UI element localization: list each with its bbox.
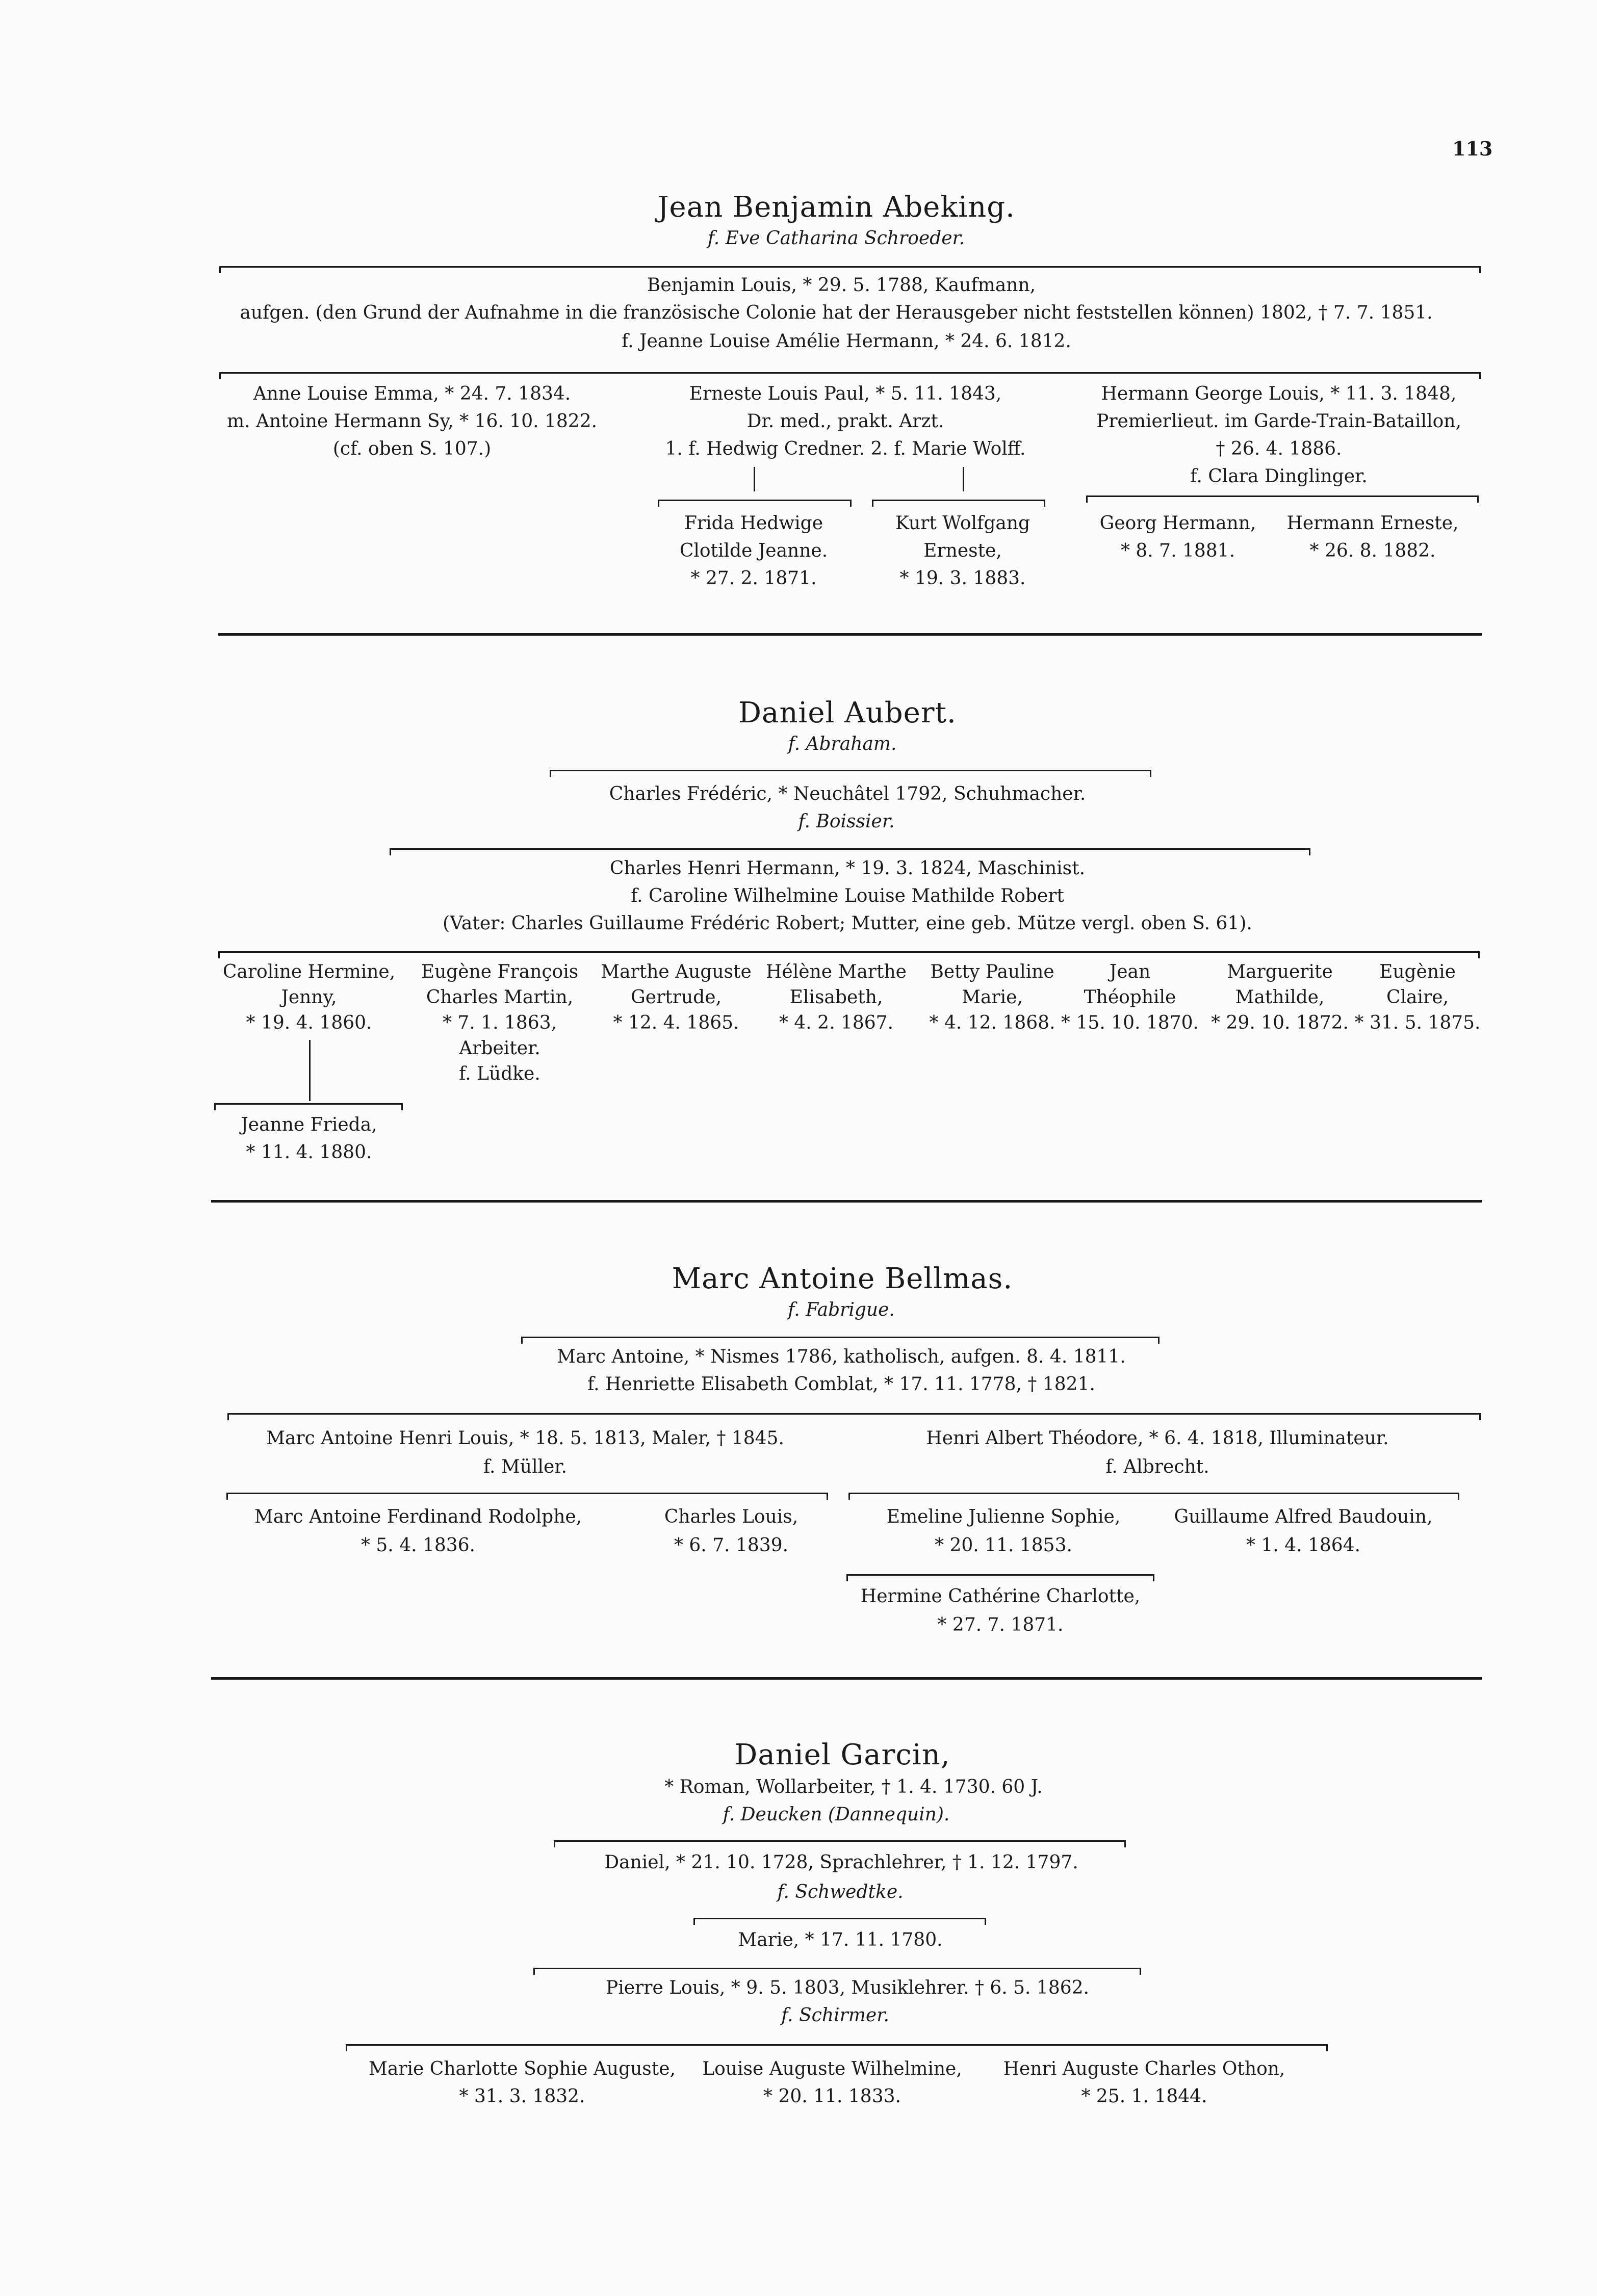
bracket-line	[846, 1574, 1154, 1576]
child-entry-helene: Hélène Marthe Elisabeth, * 4. 2. 1867.	[766, 961, 907, 1033]
gen4-entry-charles-louis: Charles Louis, * 6. 7. 1839.	[664, 1506, 798, 1556]
gen4-entry-emeline: Emeline Julienne Sophie, * 20. 11. 1853.	[886, 1506, 1121, 1556]
gen2-line1: Benjamin Louis, * 29. 5. 1788, Kaufmann,	[647, 275, 1036, 296]
gen3-entry-anne: Anne Louise Emma, * 24. 7. 1834. m. Antoine Hermann Sy, * 16. 10. 1822. (cf. oben S. 107.)	[226, 383, 598, 459]
bracket-line	[521, 1337, 1160, 1338]
gen2-spouse: f. Jeanne Louise Amélie Hermann, * 24. 6. 1812.	[622, 331, 1071, 352]
grandchild-entry-jeanne: Jeanne Frieda, * 11. 4. 1880.	[241, 1114, 377, 1163]
bracket-line	[554, 1840, 1126, 1842]
gen4-line1: Pierre Louis, * 9. 5. 1803, Musiklehrer. † 6. 5. 1862.	[606, 1977, 1089, 1998]
child-entry-henri-auguste: Henri Auguste Charles Othon, * 25. 1. 1844.	[1003, 2058, 1285, 2107]
gen4-entry-georg: Georg Hermann, * 8. 7. 1881.	[1099, 513, 1256, 561]
gen5-entry-hermine: Hermine Cathérine Charlotte, * 27. 7. 1871.	[860, 1586, 1141, 1635]
bracket-line	[693, 1918, 986, 1919]
bracket-line	[219, 372, 1481, 374]
family-head-spouse: f. Deucken (Dannequin).	[723, 1804, 950, 1825]
bracket-line	[533, 1968, 1141, 1969]
section-divider	[211, 1200, 1482, 1203]
section-divider	[211, 1677, 1482, 1680]
family-head-spouse: f. Fabrigue.	[788, 1299, 895, 1320]
bracket-line	[227, 1413, 1481, 1415]
bracket-line	[848, 1493, 1459, 1494]
descent-line	[963, 467, 964, 491]
bracket-line	[219, 266, 1481, 268]
bracket-line	[218, 951, 1480, 953]
child-entry-louise-auguste: Louise Auguste Wilhelmine, * 20. 11. 1833.	[702, 2058, 962, 2107]
page-number: 113	[1452, 137, 1493, 160]
bracket-line	[872, 500, 1045, 501]
bracket-line	[346, 2044, 1328, 2046]
gen3-entry-erneste: Erneste Louis Paul, * 5. 11. 1843, Dr. med., prakt. Arzt. 1. f. Hedwig Credner. 2. f. Marie Wolff.	[665, 383, 1026, 459]
gen4-entry-marc-antoine-ferdinand: Marc Antoine Ferdinand Rodolphe, * 5. 4. 1836.	[254, 1506, 582, 1556]
gen4-spouse: f. Schirmer.	[781, 2005, 889, 2026]
gen3-spouse: f. Caroline Wilhelmine Louise Mathilde Robert	[631, 885, 1064, 906]
family-head-spouse: f. Abraham.	[788, 734, 897, 754]
gen3-line1: Marie, * 17. 11. 1780.	[738, 1929, 943, 1950]
bracket-line	[390, 848, 1310, 850]
gen3-line1: Charles Henri Hermann, * 19. 3. 1824, Maschinist.	[609, 858, 1086, 879]
gen3-entry-henri-albert: Henri Albert Théodore, * 6. 4. 1818, Illuminateur. f. Albrecht.	[926, 1428, 1389, 1477]
child-entry-eugenie: Eugènie Claire, * 31. 5. 1875.	[1354, 961, 1481, 1033]
child-entry-eugene: Eugène François Charles Martin, * 7. 1. 1863, Arbeiter. f. Lüdke.	[421, 961, 579, 1084]
gen4-entry-kurt: Kurt Wolfgang Erneste, * 19. 3. 1883.	[895, 513, 1031, 589]
gen2-line1: Daniel, * 21. 10. 1728, Sprachlehrer, † 1. 12. 1797.	[604, 1852, 1078, 1873]
gen4-entry-frida: Frida Hedwige Clotilde Jeanne. * 27. 2. 1871.	[679, 513, 828, 589]
section-divider	[218, 633, 1482, 636]
gen2-line2: aufgen. (den Grund der Aufnahme in die französische Colonie hat der Herausgeber nicht feststellen können) 1802, † 7. 7. 1851.	[240, 302, 1433, 323]
gen2-line1: Marc Antoine, * Nismes 1786, katholisch, aufgen. 8. 4. 1811.	[557, 1346, 1126, 1367]
child-entry-marguerite: Marguerite Mathilde, * 29. 10. 1872.	[1211, 961, 1349, 1033]
gen2-spouse: f. Schwedtke.	[777, 1882, 904, 1902]
bracket-line	[226, 1493, 828, 1494]
bracket-line	[214, 1103, 403, 1105]
child-entry-marthe: Marthe Auguste Gertrude, * 12. 4. 1865.	[601, 961, 752, 1033]
descent-line	[309, 1040, 311, 1101]
child-entry-jean: Jean Théophile * 15. 10. 1870.	[1061, 961, 1199, 1033]
child-entry-betty: Betty Pauline Marie, * 4. 12. 1868.	[929, 961, 1055, 1033]
gen2-line1: Charles Frédéric, * Neuchâtel 1792, Schuhmacher.	[609, 784, 1086, 804]
gen4-entry-guillaume: Guillaume Alfred Baudouin, * 1. 4. 1864.	[1174, 1506, 1433, 1556]
child-entry-caroline: Caroline Hermine, Jenny, * 19. 4. 1860.	[222, 961, 396, 1033]
family-head-line1: * Roman, Wollarbeiter, † 1. 4. 1730. 60 J.	[664, 1777, 1043, 1797]
bracket-line	[658, 500, 852, 501]
family-head-aubert: Daniel Aubert.	[738, 696, 957, 729]
family-head-garcin: Daniel Garcin,	[734, 1738, 950, 1771]
bracket-line	[1086, 495, 1479, 497]
descent-line	[754, 467, 755, 491]
gen2-spouse: f. Henriette Elisabeth Comblat, * 17. 11. 1778, † 1821.	[587, 1374, 1095, 1395]
family-head-bellmas: Marc Antoine Bellmas.	[672, 1262, 1013, 1295]
bracket-line	[550, 770, 1151, 771]
gen2-spouse: f. Boissier.	[798, 811, 895, 832]
gen3-entry-marc-antoine-henri: Marc Antoine Henri Louis, * 18. 5. 1813, Maler, † 1845. f. Müller.	[266, 1428, 784, 1477]
gen3-entry-hermann: Hermann George Louis, * 11. 3. 1848, Premierlieut. im Garde-Train-Bataillon, † 26. 4. 1886. f. Clara Dinglinger.	[1096, 383, 1461, 487]
gen3-spouse-parents: (Vater: Charles Guillaume Frédéric Robert; Mutter, eine geb. Mütze vergl. oben S. 61).	[443, 913, 1252, 934]
gen4-entry-hermann-erneste: Hermann Erneste, * 26. 8. 1882.	[1286, 513, 1459, 561]
family-head-spouse: f. Eve Catharina Schroeder.	[707, 228, 965, 249]
family-head-abeking: Jean Benjamin Abeking.	[657, 191, 1015, 224]
child-entry-marie-charlotte: Marie Charlotte Sophie Auguste, * 31. 3. 1832.	[369, 2058, 676, 2107]
